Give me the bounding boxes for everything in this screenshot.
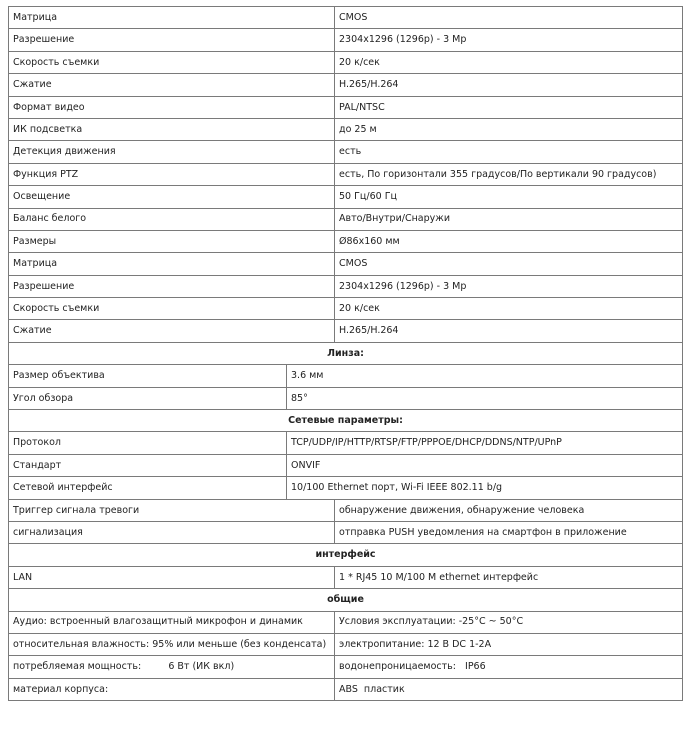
- spec-label: Размеры: [9, 230, 335, 252]
- spec-label: Матрица: [9, 7, 335, 29]
- spec-value: CMOS: [335, 253, 683, 275]
- spec-label: ИК подсветка: [9, 118, 335, 140]
- spec-label: Баланс белого: [9, 208, 335, 230]
- spec-value: 2304x1296 (1296p) - 3 Mp: [335, 275, 683, 297]
- spec-row: [9, 432, 683, 454]
- lens-section-title: Линза:: [9, 342, 683, 364]
- spec-value: Авто/Внутри/Снаружи: [335, 208, 683, 230]
- spec-label: относительная влажность: 95% или меньше (без конденсата): [9, 633, 335, 655]
- spec-label: Формат видео: [9, 96, 335, 118]
- spec-row: [9, 477, 683, 499]
- spec-row: [9, 298, 683, 320]
- spec-value: Ø86x160 мм: [335, 230, 683, 252]
- spec-row: [9, 118, 683, 140]
- general-section-title: общие: [9, 589, 683, 611]
- spec-value: есть: [335, 141, 683, 163]
- network-section-title: Сетевые параметры:: [9, 410, 683, 432]
- spec-value: CMOS: [335, 7, 683, 29]
- spec-row: [9, 387, 683, 409]
- spec-row: [9, 96, 683, 118]
- spec-row: [9, 633, 683, 655]
- spec-value: 50 Гц/60 Гц: [335, 186, 683, 208]
- spec-label: потребляемая мощность: 6 Вт (ИК вкл): [9, 656, 335, 678]
- spec-value: Условия эксплуатации: -25°C ~ 50°C: [335, 611, 683, 633]
- spec-label: Функция PTZ: [9, 163, 335, 185]
- spec-label: Протокол: [9, 432, 287, 454]
- spec-value: 85°: [287, 387, 683, 409]
- spec-value: ABS пластик: [335, 678, 683, 700]
- spec-value: отправка PUSH уведомления на смартфон в приложение: [335, 521, 683, 543]
- spec-value: 2304x1296 (1296p) - 3 Mp: [335, 29, 683, 51]
- spec-label: Угол обзора: [9, 387, 287, 409]
- spec-label: Сжатие: [9, 74, 335, 96]
- spec-row: [9, 566, 683, 588]
- spec-row: [9, 499, 683, 521]
- spec-value: 20 к/сек: [335, 51, 683, 73]
- spec-row: [9, 74, 683, 96]
- spec-row: [9, 678, 683, 700]
- spec-row: [9, 275, 683, 297]
- spec-row: [9, 656, 683, 678]
- spec-value: до 25 м: [335, 118, 683, 140]
- spec-label: Сетевой интерфейс: [9, 477, 287, 499]
- spec-row: [9, 454, 683, 476]
- section-header-row: [9, 410, 683, 432]
- spec-row: [9, 186, 683, 208]
- spec-label: Освещение: [9, 186, 335, 208]
- spec-value: водонепроницаемость: IP66: [335, 656, 683, 678]
- spec-row: [9, 365, 683, 387]
- spec-value: H.265/H.264: [335, 320, 683, 342]
- spec-label: Скорость съемки: [9, 298, 335, 320]
- spec-label: Размер объектива: [9, 365, 287, 387]
- spec-row: [9, 7, 683, 29]
- spec-value: TCP/UDP/IP/HTTP/RTSP/FTP/PPPOE/DHCP/DDNS/NTP/UPnP: [287, 432, 683, 454]
- spec-value: есть, По горизонтали 355 градусов/По вертикали 90 градусов): [335, 163, 683, 185]
- spec-label: Триггер сигнала тревоги: [9, 499, 335, 521]
- spec-label: Скорость съемки: [9, 51, 335, 73]
- spec-row: [9, 29, 683, 51]
- section-header-row: [9, 342, 683, 364]
- section-header-row: [9, 589, 683, 611]
- spec-value: электропитание: 12 В DC 1-2A: [335, 633, 683, 655]
- spec-row: [9, 163, 683, 185]
- spec-label: Детекция движения: [9, 141, 335, 163]
- spec-row: [9, 521, 683, 543]
- spec-value: PAL/NTSC: [335, 96, 683, 118]
- spec-label: Стандарт: [9, 454, 287, 476]
- interface-section-title: интерфейс: [9, 544, 683, 566]
- spec-row: [9, 253, 683, 275]
- spec-value: ONVIF: [287, 454, 683, 476]
- spec-row: [9, 51, 683, 73]
- spec-value: 1 * RJ45 10 M/100 M ethernet интерфейс: [335, 566, 683, 588]
- spec-label: Аудио: встроенный влагозащитный микрофон и динамик: [9, 611, 335, 633]
- section-header-row: [9, 544, 683, 566]
- spec-label: материал корпуса:: [9, 678, 335, 700]
- spec-label: сигнализация: [9, 521, 335, 543]
- spec-value: H.265/H.264: [335, 74, 683, 96]
- spec-table: [8, 6, 683, 701]
- spec-value: обнаружение движения, обнаружение человека: [335, 499, 683, 521]
- spec-label: Разрешение: [9, 275, 335, 297]
- spec-row: [9, 208, 683, 230]
- spec-label: Матрица: [9, 253, 335, 275]
- spec-value: 20 к/сек: [335, 298, 683, 320]
- spec-row: [9, 141, 683, 163]
- spec-row: [9, 320, 683, 342]
- spec-value: 10/100 Ethernet порт, Wi-Fi IEEE 802.11 b/g: [287, 477, 683, 499]
- spec-label: LAN: [9, 566, 335, 588]
- spec-value: 3.6 мм: [287, 365, 683, 387]
- spec-row: [9, 611, 683, 633]
- spec-row: [9, 230, 683, 252]
- spec-label: Сжатие: [9, 320, 335, 342]
- spec-label: Разрешение: [9, 29, 335, 51]
